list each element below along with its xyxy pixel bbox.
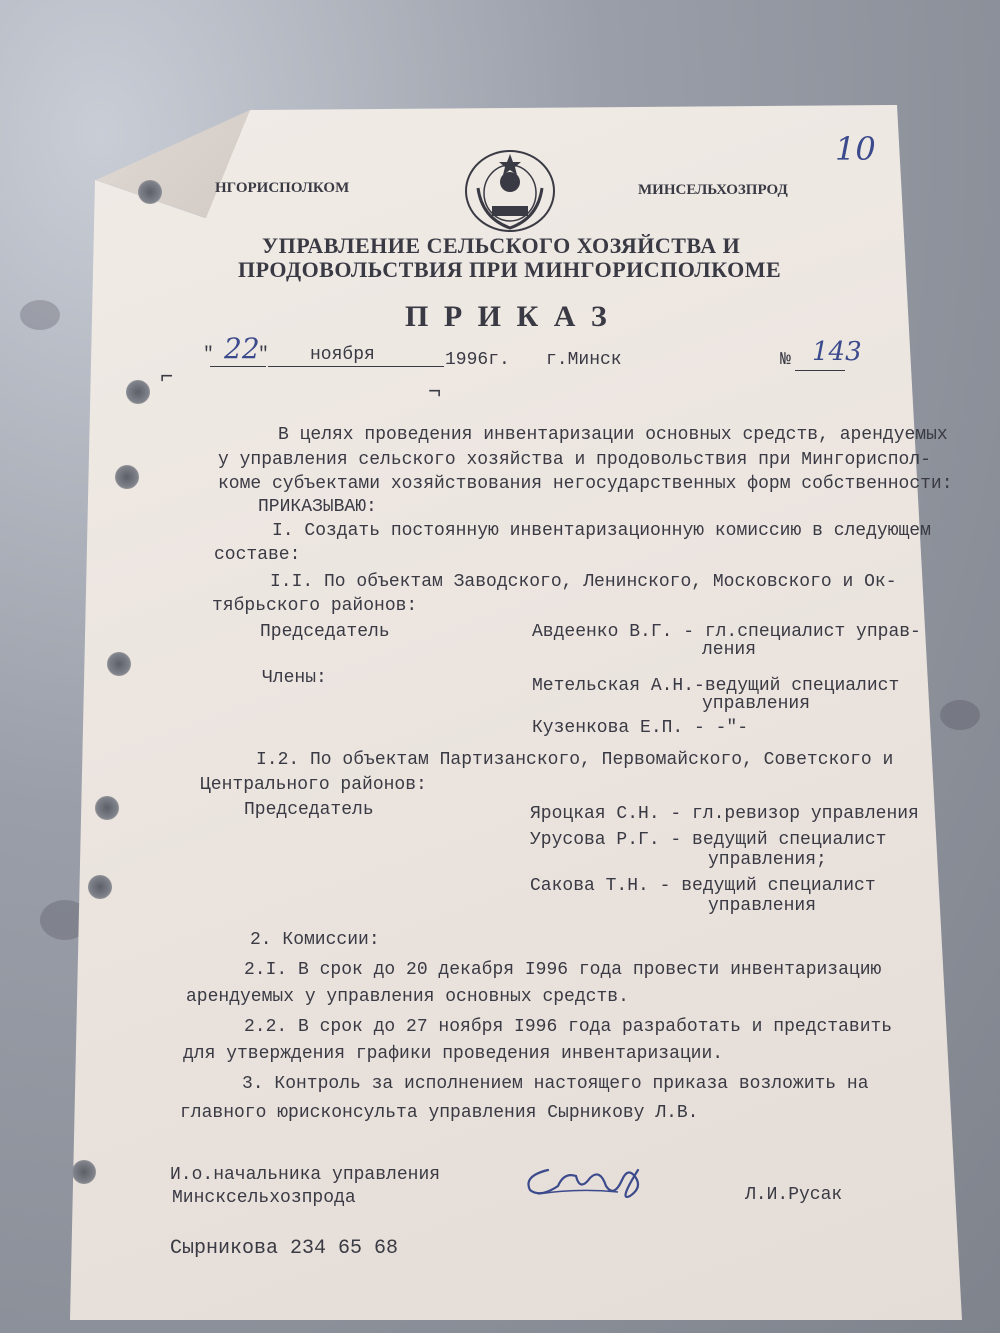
commission-1-member-2: Кузенкова Е.П. - -"- <box>532 718 749 738</box>
handwritten-page-number: 10 <box>835 130 876 168</box>
signatory-title-line-2: Минсксельхозпрода <box>172 1188 356 1208</box>
commission-2-member-1: Урусова Р.Г. - ведущий специалист <box>530 830 887 850</box>
organization-title-line2: ПРОДОВОЛЬСТВИЯ ПРИ МИНГОРИСПОЛКОМЕ <box>238 257 782 282</box>
signer-name: Л.И.Русак <box>745 1185 843 1205</box>
punch-hole <box>138 180 162 204</box>
commission-1-member-1-cont: управления <box>702 694 811 714</box>
city-label: г.Минск <box>546 350 622 370</box>
punch-hole <box>95 796 119 820</box>
paragraph-2-2-line-1: 2.2. В срок до 27 ноября I996 года разработать и представить <box>244 1017 893 1037</box>
intro-line-1: В целях проведения инвентаризации основных средств, арендуемых <box>278 425 948 445</box>
paragraph-1-line-2: составе: <box>214 545 301 565</box>
coat-of-arms-emblem <box>462 148 558 234</box>
paragraph-1-1-line-2: тябрьского районов: <box>212 596 418 616</box>
date-quote-close: " <box>258 345 269 365</box>
paragraph-1-1-line-1: I.I. По объектам Заводского, Ленинского, Московского и Ок- <box>270 572 897 592</box>
corner-mark: ⌐ <box>160 365 174 390</box>
commission-2-member-1-cont: управления; <box>708 850 827 870</box>
background-texture <box>20 300 60 330</box>
number-underline <box>795 370 845 371</box>
order-word: ПРИКАЗЫВАЮ: <box>258 497 377 517</box>
handwritten-signature <box>518 1158 653 1208</box>
paragraph-2-2-line-2: для утверждения графики проведения инвентаризации. <box>183 1044 724 1064</box>
punch-hole <box>72 1160 96 1184</box>
paragraph-2: 2. Комиссии: <box>250 930 380 950</box>
date-quote-open: " <box>203 345 214 365</box>
commission-2-member-2-cont: управления <box>708 896 817 916</box>
handwritten-day: 22 <box>224 332 260 365</box>
right-org-label: МИНСЕЛЬХОЗПРОД <box>638 182 788 198</box>
commission-1-chair-name-cont: ления <box>702 640 757 660</box>
paragraph-1-2-line-1: I.2. По объектам Партизанского, Первомайского, Советского и <box>256 750 894 770</box>
punch-hole <box>115 465 139 489</box>
paragraph-1-line-1: I. Создать постоянную инвентаризационную комиссию в следующем <box>272 521 931 541</box>
commission-1-chair-role: Председатель <box>260 622 390 642</box>
corner-mark: ¬ <box>428 380 442 405</box>
punch-hole <box>126 380 150 404</box>
commission-2-chair-role: Председатель <box>244 800 374 820</box>
date-month: ноября <box>310 345 375 365</box>
paragraph-2-1-line-1: 2.I. В срок до 20 декабря I996 года провести инвентаризацию <box>244 960 882 980</box>
paragraph-3-line-2: главного юрисконсульта управления Сырникову Л.В. <box>180 1103 699 1123</box>
document-type-heading: П Р И К А З <box>405 300 611 333</box>
signatory-title-line-1: И.о.начальника управления <box>170 1165 441 1185</box>
day-underline <box>210 366 266 367</box>
organization-title-line1: УПРАВЛЕНИЕ СЕЛЬСКОГО ХОЗЯЙСТВА И <box>262 233 741 258</box>
executor-contact: Сырникова 234 65 68 <box>170 1237 399 1260</box>
number-sign: № <box>780 350 791 370</box>
paragraph-2-1-line-2: арендуемых у управления основных средств. <box>186 987 629 1007</box>
paragraph-3-line-1: 3. Контроль за исполнением настоящего приказа возложить на <box>242 1074 869 1094</box>
commission-1-chair-name: Авдеенко В.Г. - гл.специалист управ- <box>532 622 921 642</box>
month-underline <box>268 366 444 367</box>
intro-line-3: коме субъектами хозяйствования негосударственных форм собственности: <box>218 474 953 494</box>
background-texture <box>940 700 980 730</box>
left-org-label: НГОРИСПОЛКОМ <box>215 180 350 196</box>
punch-hole <box>88 875 112 899</box>
commission-2-chair-name: Яроцкая С.Н. - гл.ревизор управления <box>530 804 919 824</box>
handwritten-order-number: 143 <box>812 337 862 367</box>
punch-hole <box>107 652 131 676</box>
paragraph-1-2-line-2: Центрального районов: <box>200 775 427 795</box>
date-year: 1996г. <box>445 350 510 370</box>
commission-1-members-role: Члены: <box>262 668 327 688</box>
commission-1-member-1: Метельская А.Н.-ведущий специалист <box>532 676 900 696</box>
intro-line-2: у управления сельского хозяйства и продовольствия при Мингориспол- <box>218 450 931 470</box>
commission-2-member-2: Сакова Т.Н. - ведущий специалист <box>530 876 876 896</box>
